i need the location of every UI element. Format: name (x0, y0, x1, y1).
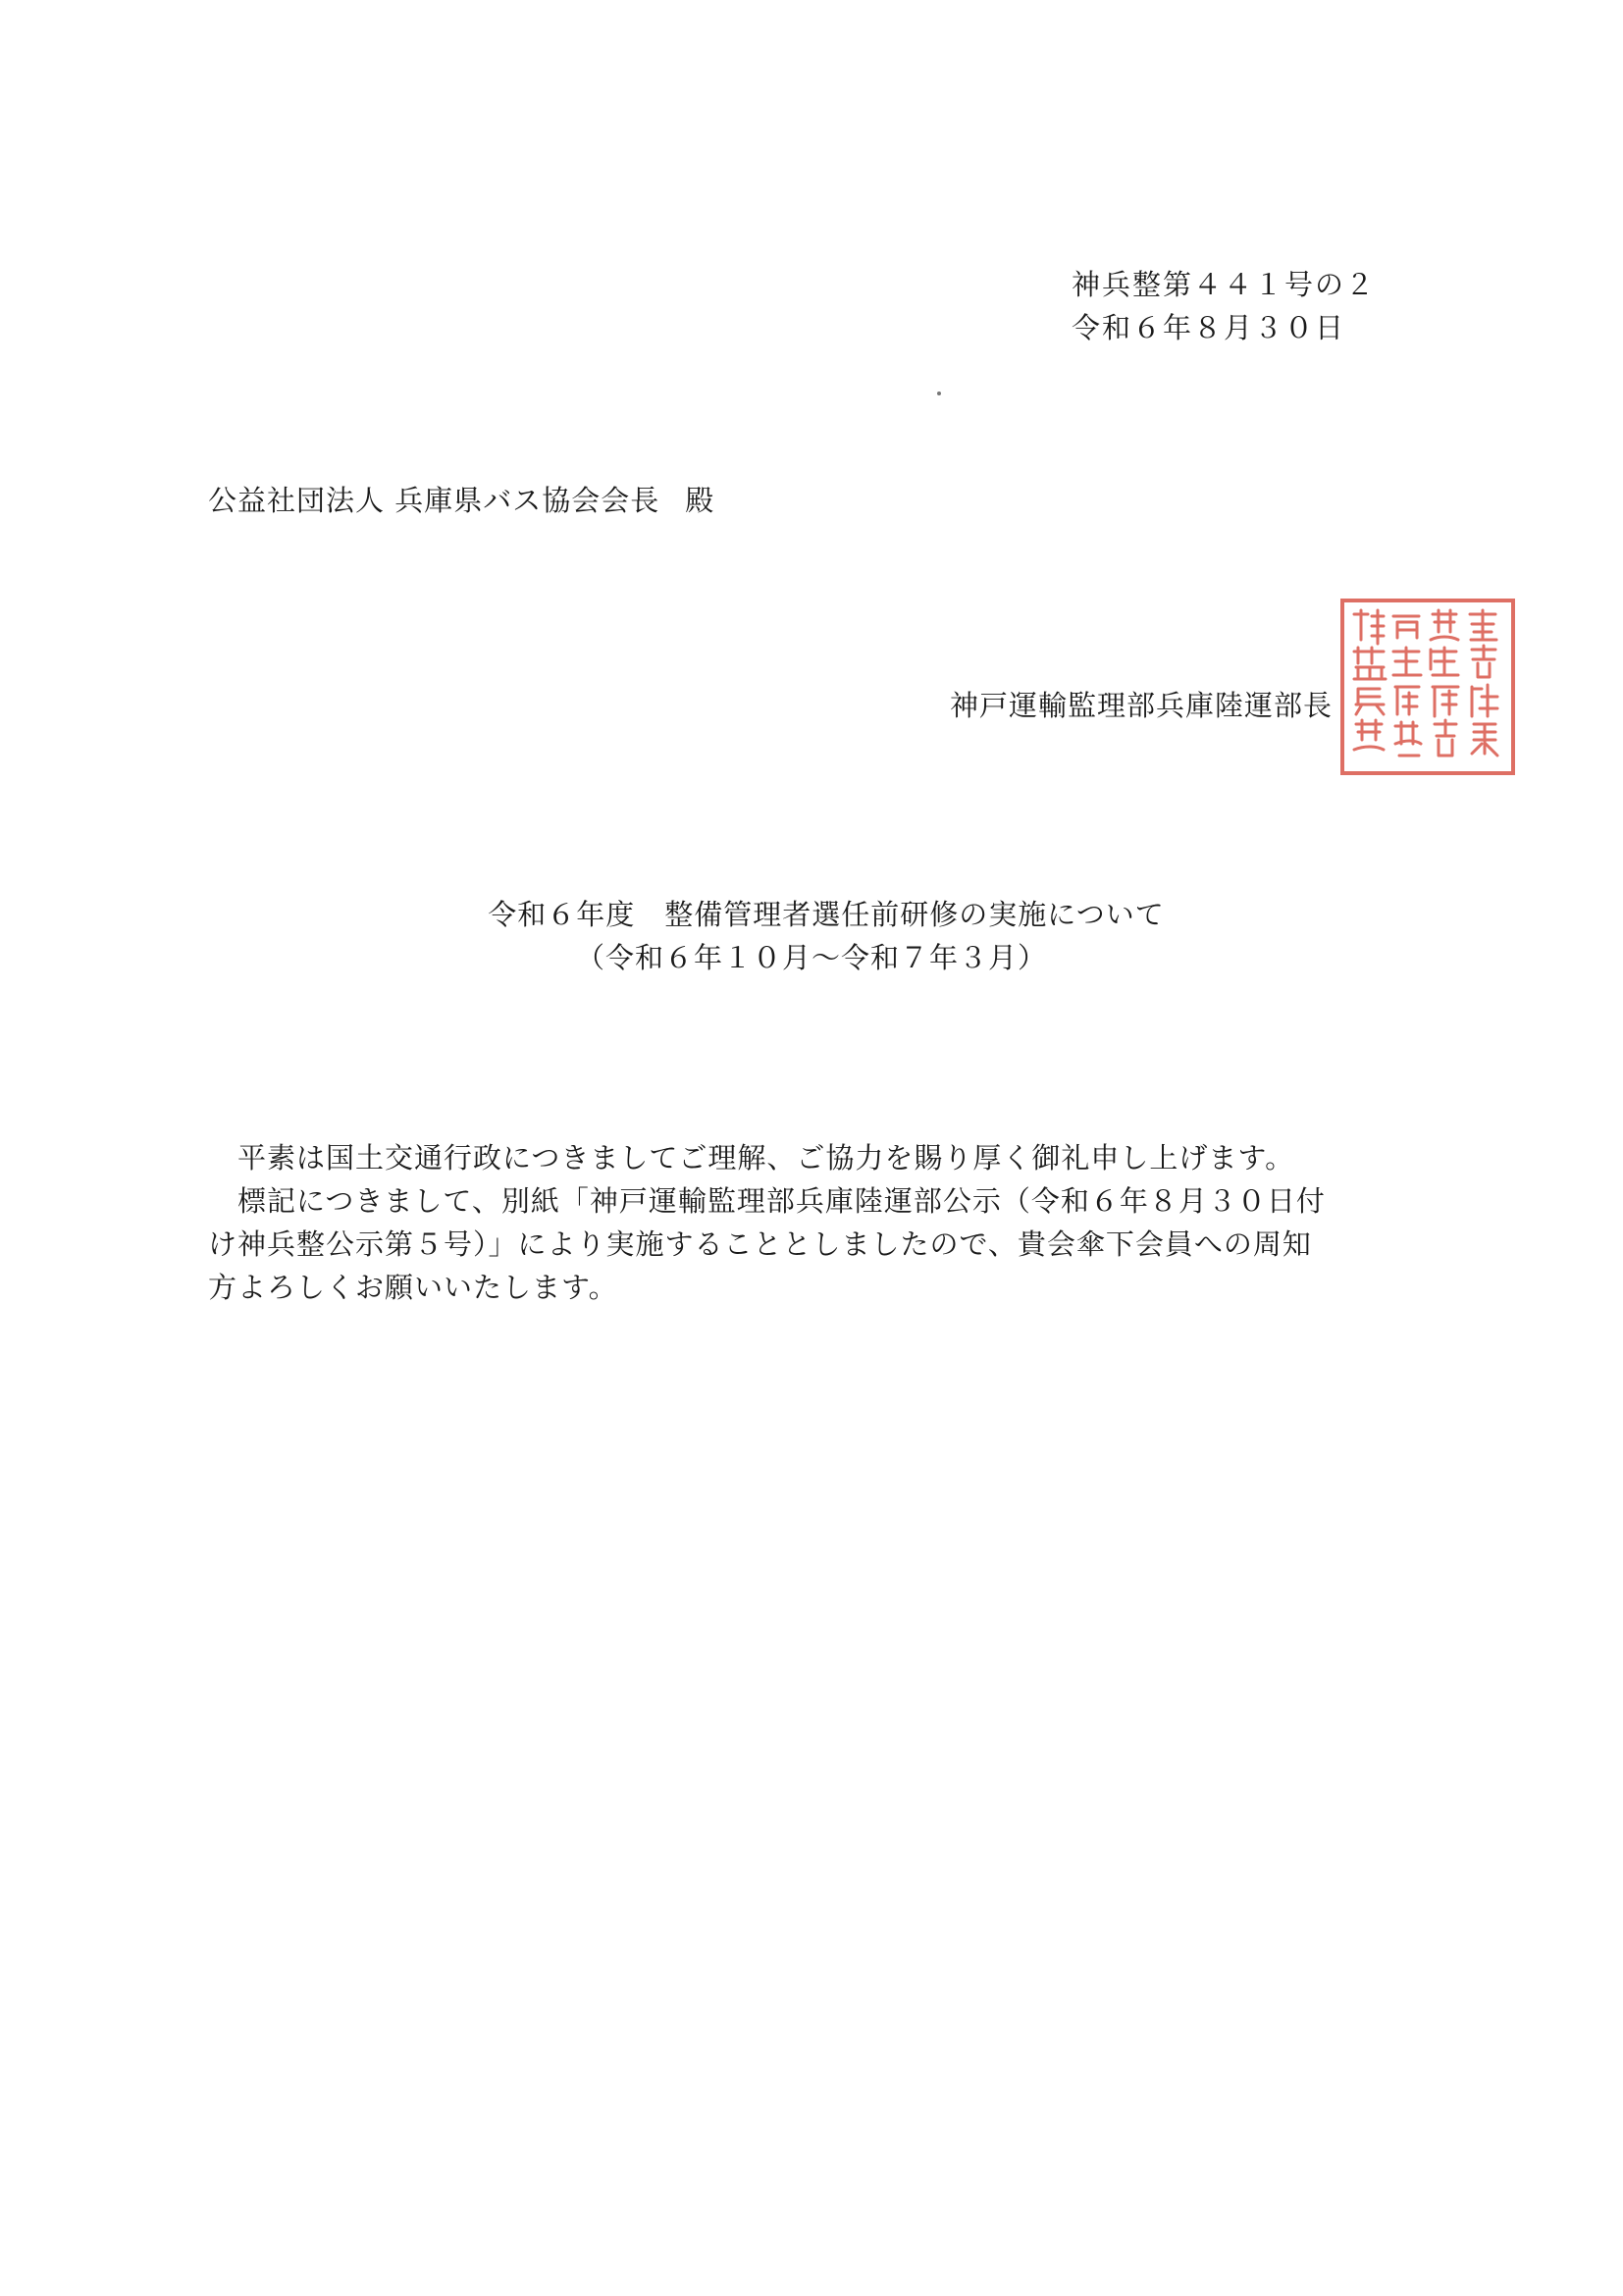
addressee-honorific: 殿 (685, 484, 715, 517)
title-period: （令和６年１０月～令和７年３月） (575, 941, 1047, 974)
reference-number: 神兵整第４４１号の２ (1072, 268, 1377, 301)
document-reference-block (1072, 263, 1376, 349)
addressee-line (208, 479, 714, 519)
body-paragraph-2-line-2: け神兵整公示第５号）」により実施することとしましたので、貴会傘下会員への周知 (208, 1227, 1312, 1261)
body-paragraph-1: 平素は国土交通行政につきましてご理解、ご協力を賜り厚く御礼申し上げます。 (237, 1141, 1295, 1174)
official-seal (1340, 599, 1515, 775)
body-paragraph-2-line-3: 方よろしくお願いいたします。 (208, 1271, 618, 1304)
seal-graphic (1344, 602, 1511, 771)
sender-name: 神戸運輸監理部兵庫陸運部長 (950, 689, 1334, 722)
title-main: 令和６年度 整備管理者選任前研修の実施について (488, 898, 1165, 931)
document-date: 令和６年８月３０日 (1072, 311, 1346, 344)
scan-speck (937, 391, 941, 395)
addressee-name: 公益社団法人 兵庫県バス協会会長 (208, 484, 660, 517)
document-title (0, 893, 1623, 979)
body-paragraph-2-line-1: 標記につきまして、別紙「神戸運輸監理部兵庫陸運部公示（令和６年８月３０日付 (237, 1184, 1326, 1218)
document-body (208, 1136, 1415, 1309)
